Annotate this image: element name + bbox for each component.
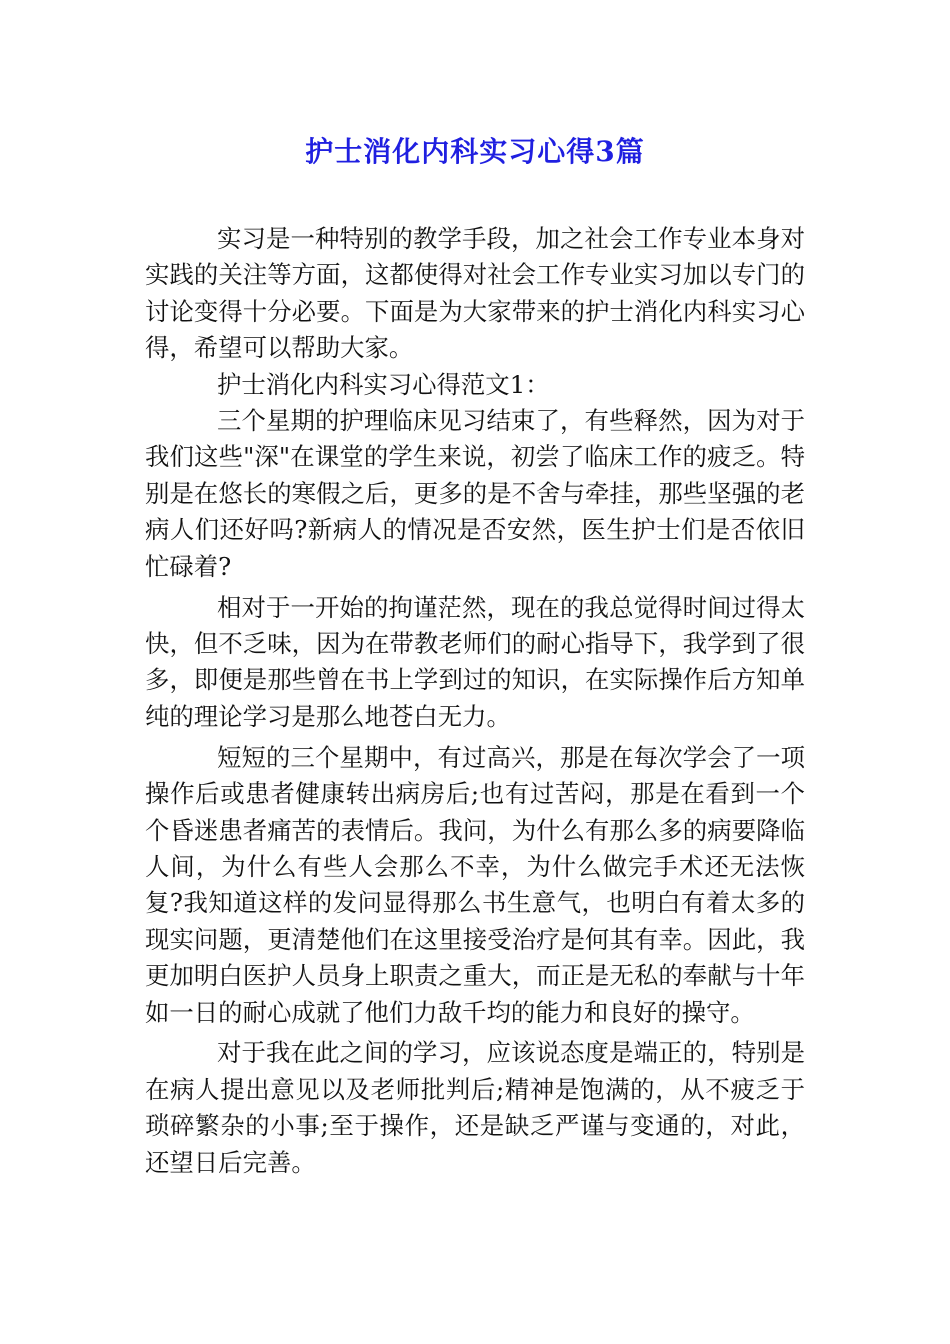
document-body xyxy=(145,221,805,1181)
document-title: 护士消化内科实习心得3篇 xyxy=(305,135,645,168)
paragraph-intro: 实习是一种特别的教学手段，加之社会工作专业本身对实践的关注等方面，这都使得对社会工作专业实习加以专门的讨论变得十分必要。下面是为大家带来的护士消化内科实习心得，希望可以帮助大家。 xyxy=(145,224,805,363)
paragraph-4: 对于我在此之间的学习，应该说态度是端正的，特别是在病人提出意见以及老师批判后;精神是饱满的，从不疲乏于琐碎繁杂的小事;至于操作，还是缺乏严谨与变通的，对此，还望日后完善。 xyxy=(145,1038,805,1177)
paragraph-3: 短短的三个星期中，有过高兴，那是在每次学会了一项操作后或患者健康转出病房后;也有过苦闷，那是在看到一个个昏迷患者痛苦的表情后。我问，为什么有那么多的病要降临人间，为什么有些人会那么不幸，为什么做完手术还无法恢复?我知道这样的发问显得那么书生意气，也明白有着太多的现实问题，更清楚他们在这里接受治疗是何其有幸。因此，我更加明白医护人员身上职责之重大，而正是无私的奉献与十年如一日的耐心成就了他们力敌千均的能力和良好的操守。 xyxy=(145,742,805,1027)
paragraph-1: 三个星期的护理临床见习结束了，有些释然，因为对于我们这些"深"在课堂的学生来说，初尝了临床工作的疲乏。特别是在悠长的寒假之后，更多的是不舍与牵挂，那些坚强的老病人们还好吗?新病人的情况是否安然，医生护士们是否依旧忙碌着? xyxy=(145,406,805,581)
paragraph-sample-heading: 护士消化内科实习心得范文1： xyxy=(217,369,550,399)
paragraph-2: 相对于一开始的拘谨茫然，现在的我总觉得时间过得太快，但不乏味，因为在带教老师们的耐心指导下，我学到了很多，即便是那些曾在书上学到过的知识，在实际操作后方知单纯的理论学习是那么地苍白无力。 xyxy=(145,592,805,731)
